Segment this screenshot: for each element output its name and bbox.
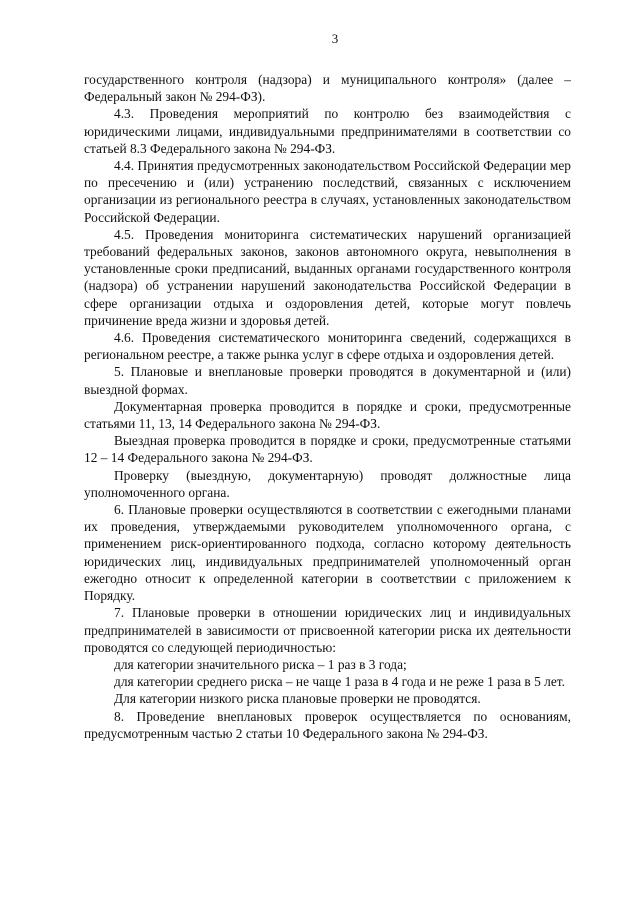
paragraph-significant-risk: для категории значительного риска – 1 раз в 3 года;	[114, 656, 407, 672]
paragraph-low-risk: Для категории низкого риска плановые проверки не проводятся.	[114, 691, 481, 707]
paragraph-8: 8. Проведение внеплановых проверок осуществляется по основаниям, предусмотренным частью 2 статьи 10 Федерального закона № 294-ФЗ.	[84, 708, 571, 741]
paragraph-4-4: 4.4. Принятия предусмотренных законодательством Российской Федерации мер по пресечению и (или) устранению последствий, связанных с исключением организации из регионального реестра в случаях, установленных законодательством Российской Федерации.	[84, 158, 571, 225]
paragraph-check-officials: Проверку (выездную, документарную) проводят должностные лица уполномоченного органа.	[84, 467, 571, 500]
paragraph-4-5: 4.5. Проведения мониторинга систематических нарушений организацией требований федеральных законов, законов автономного округа, невыполнения в установленные сроки предписаний, выданных органами государственного контроля (надзора) об устранении нарушений законодательства Российской Федерации в сфере организации отдыха и оздоровления детей, которые могут повлечь причинение вреда жизни и здоровья детей.	[84, 226, 571, 328]
page-number: 3	[331, 31, 339, 46]
paragraph-documentary-check: Документарная проверка проводится в порядке и сроки, предусмотренные статьями 11, 13, 14 Федерального закона № 294-ФЗ.	[84, 398, 571, 432]
paragraph-4-3: 4.3. Проведения мероприятий по контролю без взаимодействия с юридическими лицами, индивидуальными предпринимателями в соответствии со статьей 8.3 Федерального закона № 294-ФЗ.	[84, 106, 571, 156]
paragraph-medium-risk: для категории среднего риска – не чаще 1 раза в 4 года и не реже 1 раза в 5 лет.	[114, 674, 565, 690]
paragraph-5: 5. Плановые и внеплановые проверки проводятся в документарной и (или) выездной формах.	[84, 364, 571, 397]
paragraph-7: 7. Плановые проверки в отношении юридических лиц и индивидуальных предпринимателей в зависимости от присвоенной категории риска их деятельности проводятся со следующей периодичностью:	[84, 605, 571, 655]
paragraph-field-check: Выездная проверка проводится в порядке и сроки, предусмотренные статьями 12 – 14 Федерального закона № 294-ФЗ.	[84, 433, 571, 466]
paragraph-4-6: 4.6. Проведения систематического мониторинга сведений, содержащихся в региональном реестре, а также рынка услуг в сфере отдыха и оздоровления детей.	[84, 330, 571, 363]
paragraph-law-reference: государственного контроля (надзора) и муниципального контроля» (далее – Федеральный закон № 294-ФЗ).	[84, 72, 571, 105]
paragraph-6: 6. Плановые проверки осуществляются в соответствии с ежегодными планами их проведения, утверждаемыми руководителем уполномоченного органа, с применением риск-ориентированного подхода, согласно которому деятельность юридических лиц, индивидуальных предпринимателей уполномоченный орган ежегодно относит к определенной категории в соответствии с приложением к Порядку.	[84, 502, 571, 604]
